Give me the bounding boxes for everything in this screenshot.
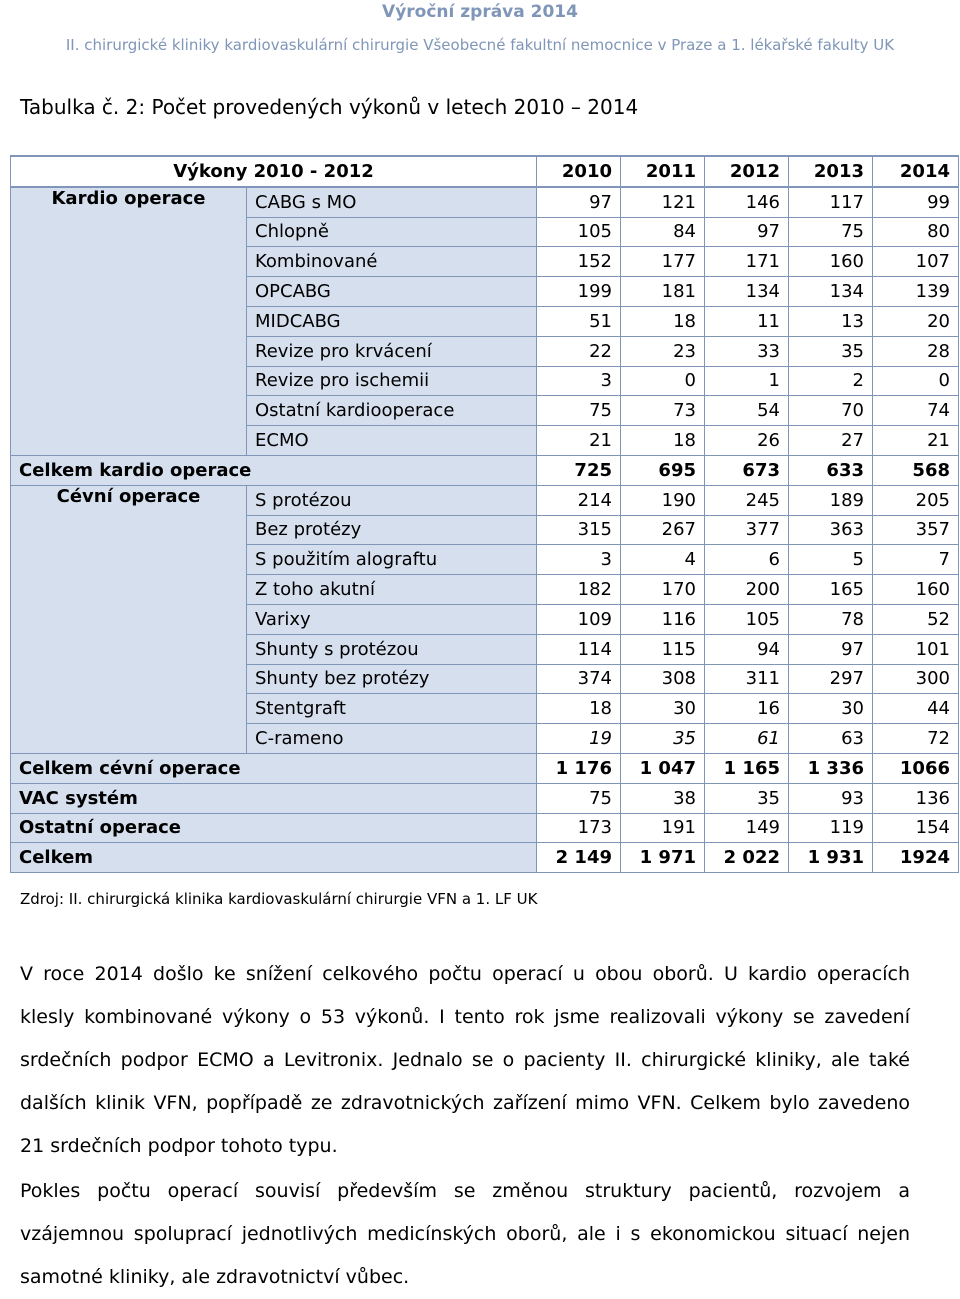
value-cell: 22 xyxy=(537,336,621,366)
value-cell: 75 xyxy=(789,217,873,247)
value-cell: 2 022 xyxy=(705,843,789,873)
value-cell: 1 971 xyxy=(621,843,705,873)
value-cell: 78 xyxy=(789,604,873,634)
value-cell: 26 xyxy=(705,426,789,456)
value-cell: 80 xyxy=(873,217,959,247)
summary-row xyxy=(11,753,959,783)
procedure-name: ECMO xyxy=(247,426,537,456)
procedure-name: Shunty s protézou xyxy=(247,634,537,664)
value-cell: 30 xyxy=(789,694,873,724)
value-cell: 374 xyxy=(537,664,621,694)
value-cell: 0 xyxy=(873,366,959,396)
procedure-name: Z toho akutní xyxy=(247,575,537,605)
value-cell: 297 xyxy=(789,664,873,694)
procedure-name: Shunty bez protézy xyxy=(247,664,537,694)
value-cell: 35 xyxy=(789,336,873,366)
value-cell: 119 xyxy=(789,813,873,843)
value-cell: 93 xyxy=(789,783,873,813)
value-cell: 173 xyxy=(537,813,621,843)
value-cell: 11 xyxy=(705,306,789,336)
value-cell: 1924 xyxy=(873,843,959,873)
value-cell: 72 xyxy=(873,724,959,754)
value-cell: 35 xyxy=(705,783,789,813)
procedure-name: S protézou xyxy=(247,485,537,515)
paragraph: Pokles počtu operací souvisí především se změnou struktury pacientů, rozvojem a vzájemnou spoluprací jednotlivých medicínských oborů, ale i s ekonomickou situací nejen samotné kliniky, ale zdravotnictví vůbec. xyxy=(20,1180,910,1288)
value-cell: 21 xyxy=(873,426,959,456)
summary-row xyxy=(11,843,959,873)
value-cell: 54 xyxy=(705,396,789,426)
value-cell: 18 xyxy=(537,694,621,724)
value-cell: 94 xyxy=(705,634,789,664)
total-row xyxy=(11,455,959,485)
value-cell: 2 149 xyxy=(537,843,621,873)
value-cell: 35 xyxy=(621,724,705,754)
procedure-name: MIDCABG xyxy=(247,306,537,336)
year-header: 2014 xyxy=(873,156,959,187)
value-cell: 139 xyxy=(873,277,959,307)
value-cell: 19 xyxy=(537,724,621,754)
year-header: 2010 xyxy=(537,156,621,187)
value-cell: 38 xyxy=(621,783,705,813)
value-cell: 75 xyxy=(537,783,621,813)
value-cell: 1 xyxy=(705,366,789,396)
value-cell: 160 xyxy=(789,247,873,277)
value-cell: 4 xyxy=(621,545,705,575)
procedure-name: Revize pro krvácení xyxy=(247,336,537,366)
value-cell: 115 xyxy=(621,634,705,664)
procedure-name: Stentgraft xyxy=(247,694,537,724)
value-cell: 52 xyxy=(873,604,959,634)
value-cell: 107 xyxy=(873,247,959,277)
value-cell: 116 xyxy=(621,604,705,634)
source-note: Zdroj: II. chirurgická klinika kardiovaskulární chirurgie VFN a 1. LF UK xyxy=(20,890,538,908)
value-cell: 725 xyxy=(537,455,621,485)
value-cell: 75 xyxy=(537,396,621,426)
summary-row xyxy=(11,813,959,843)
value-cell: 568 xyxy=(873,455,959,485)
value-cell: 33 xyxy=(705,336,789,366)
row-label: VAC systém xyxy=(11,783,537,813)
value-cell: 357 xyxy=(873,515,959,545)
value-cell: 0 xyxy=(621,366,705,396)
value-cell: 61 xyxy=(705,724,789,754)
procedure-name: Revize pro ischemii xyxy=(247,366,537,396)
procedures-table xyxy=(10,155,959,873)
value-cell: 84 xyxy=(621,217,705,247)
value-cell: 673 xyxy=(705,455,789,485)
row-label: Celkem xyxy=(11,843,537,873)
value-cell: 1 931 xyxy=(789,843,873,873)
value-cell: 18 xyxy=(621,306,705,336)
paragraph: V roce 2014 došlo ke snížení celkového počtu operací u obou oborů. U kardio operacích klesly kombinované výkony o 53 výkonů. I tento rok jsme realizovali výkony se zavedení srdečních podpor ECMO a Levitronix. Jednalo se o pacienty II. chirurgické kliniky, ale také dalších klinik VFN, popřípadě ze zdravotnických zařízení mimo VFN. Celkem bylo zavedeno 21 srdečních podpor tohoto typu. xyxy=(20,963,910,1157)
value-cell: 114 xyxy=(537,634,621,664)
value-cell: 363 xyxy=(789,515,873,545)
value-cell: 134 xyxy=(789,277,873,307)
value-cell: 134 xyxy=(705,277,789,307)
value-cell: 16 xyxy=(705,694,789,724)
procedure-name: CABG s MO xyxy=(247,187,537,217)
value-cell: 3 xyxy=(537,366,621,396)
value-cell: 171 xyxy=(705,247,789,277)
category-label: Cévní operace xyxy=(11,485,247,753)
value-cell: 51 xyxy=(537,306,621,336)
value-cell: 315 xyxy=(537,515,621,545)
value-cell: 105 xyxy=(537,217,621,247)
value-cell: 136 xyxy=(873,783,959,813)
value-cell: 1 047 xyxy=(621,753,705,783)
value-cell: 117 xyxy=(789,187,873,217)
value-cell: 97 xyxy=(537,187,621,217)
value-cell: 70 xyxy=(789,396,873,426)
value-cell: 18 xyxy=(621,426,705,456)
table-row xyxy=(11,187,959,217)
table-caption: Tabulka č. 2: Počet provedených výkonů v letech 2010 – 2014 xyxy=(20,95,639,119)
procedure-name: Chlopně xyxy=(247,217,537,247)
procedure-name: Ostatní kardiooperace xyxy=(247,396,537,426)
value-cell: 245 xyxy=(705,485,789,515)
value-cell: 160 xyxy=(873,575,959,605)
summary-row xyxy=(11,783,959,813)
value-cell: 7 xyxy=(873,545,959,575)
year-header: 2011 xyxy=(621,156,705,187)
value-cell: 121 xyxy=(621,187,705,217)
value-cell: 6 xyxy=(705,545,789,575)
value-cell: 267 xyxy=(621,515,705,545)
table-row xyxy=(11,485,959,515)
procedure-name: C-rameno xyxy=(247,724,537,754)
value-cell: 27 xyxy=(789,426,873,456)
value-cell: 101 xyxy=(873,634,959,664)
value-cell: 97 xyxy=(789,634,873,664)
table-header-row xyxy=(11,156,959,187)
row-label: Ostatní operace xyxy=(11,813,537,843)
value-cell: 152 xyxy=(537,247,621,277)
procedure-name: Bez protézy xyxy=(247,515,537,545)
value-cell: 1 336 xyxy=(789,753,873,783)
value-cell: 73 xyxy=(621,396,705,426)
value-cell: 200 xyxy=(705,575,789,605)
category-label: Kardio operace xyxy=(11,187,247,456)
value-cell: 191 xyxy=(621,813,705,843)
value-cell: 308 xyxy=(621,664,705,694)
value-cell: 205 xyxy=(873,485,959,515)
procedure-name: S použitím alograftu xyxy=(247,545,537,575)
procedure-name: OPCABG xyxy=(247,277,537,307)
year-header: 2013 xyxy=(789,156,873,187)
value-cell: 109 xyxy=(537,604,621,634)
value-cell: 1066 xyxy=(873,753,959,783)
header-subtitle: II. chirurgické kliniky kardiovaskulární chirurgie Všeobecné fakultní nemocnice v Praze a 1. lékařské fakulty UK xyxy=(65,36,895,54)
row-label: Celkem kardio operace xyxy=(11,455,537,485)
value-cell: 214 xyxy=(537,485,621,515)
value-cell: 300 xyxy=(873,664,959,694)
value-cell: 149 xyxy=(705,813,789,843)
value-cell: 5 xyxy=(789,545,873,575)
value-cell: 182 xyxy=(537,575,621,605)
value-cell: 105 xyxy=(705,604,789,634)
value-cell: 170 xyxy=(621,575,705,605)
value-cell: 21 xyxy=(537,426,621,456)
value-cell: 695 xyxy=(621,455,705,485)
value-cell: 633 xyxy=(789,455,873,485)
value-cell: 181 xyxy=(621,277,705,307)
header-cell: Výkony 2010 - 2012 xyxy=(11,156,537,187)
value-cell: 63 xyxy=(789,724,873,754)
value-cell: 146 xyxy=(705,187,789,217)
value-cell: 165 xyxy=(789,575,873,605)
value-cell: 154 xyxy=(873,813,959,843)
value-cell: 23 xyxy=(621,336,705,366)
procedure-name: Kombinované xyxy=(247,247,537,277)
value-cell: 199 xyxy=(537,277,621,307)
table-body xyxy=(11,187,959,873)
value-cell: 97 xyxy=(705,217,789,247)
value-cell: 30 xyxy=(621,694,705,724)
row-label: Celkem cévní operace xyxy=(11,753,537,783)
value-cell: 3 xyxy=(537,545,621,575)
value-cell: 189 xyxy=(789,485,873,515)
header-title: Výroční zpráva 2014 xyxy=(382,2,578,22)
value-cell: 177 xyxy=(621,247,705,277)
value-cell: 311 xyxy=(705,664,789,694)
value-cell: 99 xyxy=(873,187,959,217)
value-cell: 20 xyxy=(873,306,959,336)
value-cell: 1 165 xyxy=(705,753,789,783)
value-cell: 377 xyxy=(705,515,789,545)
value-cell: 74 xyxy=(873,396,959,426)
value-cell: 2 xyxy=(789,366,873,396)
value-cell: 44 xyxy=(873,694,959,724)
value-cell: 190 xyxy=(621,485,705,515)
value-cell: 28 xyxy=(873,336,959,366)
procedure-name: Varixy xyxy=(247,604,537,634)
value-cell: 1 176 xyxy=(537,753,621,783)
value-cell: 13 xyxy=(789,306,873,336)
year-header: 2012 xyxy=(705,156,789,187)
